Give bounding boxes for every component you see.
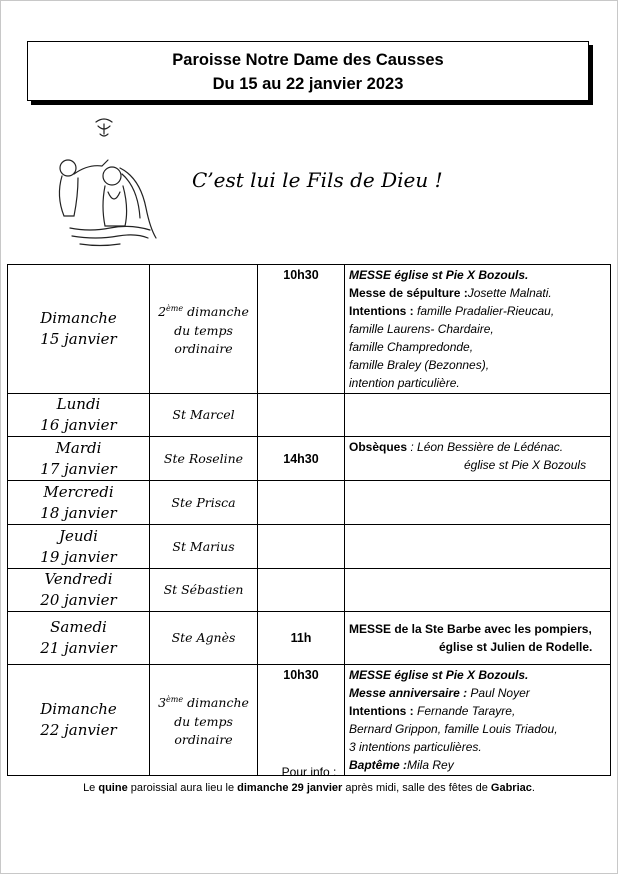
table-row (8, 665, 611, 776)
parish-name: Paroisse Notre Dame des Causses (172, 51, 444, 69)
time-cell (258, 525, 345, 569)
description-cell: MESSE de la Ste Barbe avec les pompiers, église st Julien de Rodelle. (345, 612, 611, 665)
day-cell: Dimanche 22 janvier (8, 665, 150, 776)
day-cell: Mercredi 18 janvier (8, 481, 150, 525)
footer-note: Le quine paroissial aura lieu le dimanche 29 janvier après midi, salle des fêtes de Gabriac. (83, 782, 535, 794)
time-cell: 10h30 (258, 265, 345, 394)
description-cell (345, 481, 611, 525)
saint-cell: St Marcel (150, 394, 258, 437)
description-cell (345, 525, 611, 569)
saint-cell: Ste Roseline (150, 437, 258, 481)
day-cell: Dimanche 15 janvier (8, 265, 150, 394)
date-range: Du 15 au 22 janvier 2023 (212, 75, 404, 93)
description-cell: Obsèques : Léon Bessière de Lédénac. église st Pie X Bozouls (345, 437, 611, 481)
saint-cell: St Marius (150, 525, 258, 569)
time-cell (258, 481, 345, 525)
saint-cell: St Sébastien (150, 569, 258, 612)
description-cell: MESSE église st Pie X Bozouls. Messe anniversaire : Paul Noyer Intentions : Fernande Tarayre, Bernard Grippon, famille Louis Triadou, 3 intentions particulières. Baptême :Mila Rey (345, 665, 611, 776)
table-row (8, 394, 611, 437)
time-cell: 10h30 (258, 665, 345, 776)
day-cell: Vendredi 20 janvier (8, 569, 150, 612)
time-cell: 11h (258, 612, 345, 665)
table-row (8, 437, 611, 481)
table-row (8, 612, 611, 665)
table-row (8, 569, 611, 612)
baptism-of-christ-icon (50, 116, 165, 256)
table-row (8, 525, 611, 569)
description-cell (345, 569, 611, 612)
day-cell: Samedi 21 janvier (8, 612, 150, 665)
table-row (8, 481, 611, 525)
day-cell: Lundi 16 janvier (8, 394, 150, 437)
tagline: C’est lui le Fils de Dieu ! (192, 168, 443, 192)
saint-cell: Ste Agnès (150, 612, 258, 665)
description-cell (345, 394, 611, 437)
table-row (8, 265, 611, 394)
saint-cell: Ste Prisca (150, 481, 258, 525)
header-box (27, 41, 589, 101)
liturgy-cell: 2ème dimanche du temps ordinaire (150, 265, 258, 394)
schedule-table (7, 264, 611, 776)
time-cell (258, 569, 345, 612)
liturgy-cell: 3ème dimanche du temps ordinaire (150, 665, 258, 776)
day-cell: Mardi 17 janvier (8, 437, 150, 481)
time-cell (258, 394, 345, 437)
day-cell: Jeudi 19 janvier (8, 525, 150, 569)
description-cell: MESSE église st Pie X Bozouls. Messe de sépulture :Josette Malnati. Intentions : famille Pradalier-Rieucau, famille Laurens- Chardaire, famille Champredonde, famille Braley (Bezonnes), intention particulière. (345, 265, 611, 394)
footer-title: Pour info : (281, 765, 337, 779)
time-cell: 14h30 (258, 437, 345, 481)
